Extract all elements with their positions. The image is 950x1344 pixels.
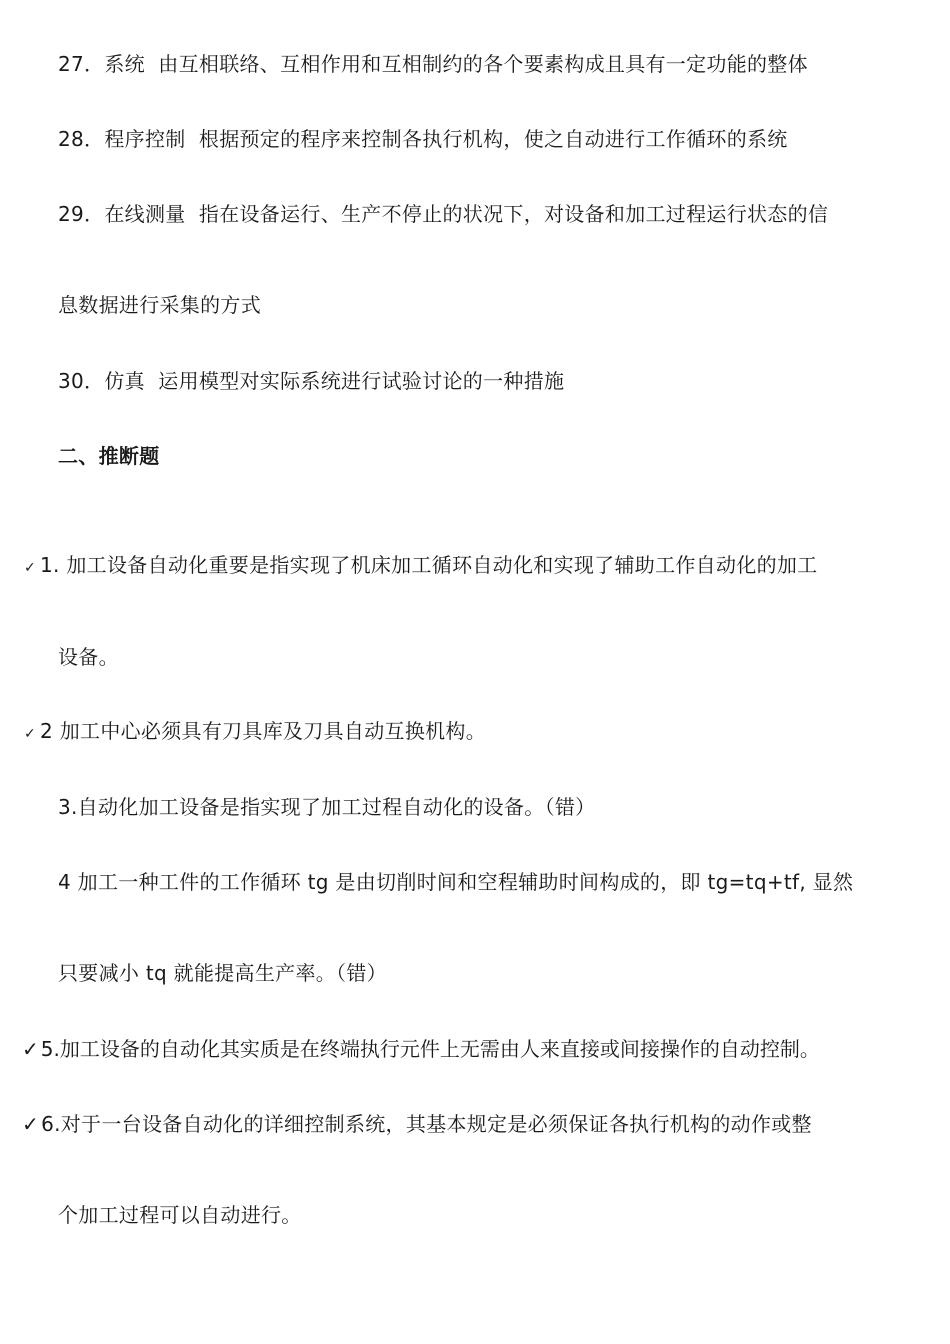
question-text-continued: 设备。: [58, 645, 119, 669]
definition-30: [58, 367, 564, 395]
definition-term: 在线测量: [104, 202, 186, 226]
definition-term: 系统: [104, 52, 145, 76]
definition-term: 程序控制: [104, 127, 186, 151]
question-text: 2 加工中心必须具有刀具库及刀具自动互换机构。: [40, 719, 487, 743]
definition-27: [58, 50, 808, 78]
question-4: [58, 868, 853, 896]
question-text: 1. 加工设备自动化重要是指实现了机床加工循环自动化和实现了辅助工作自动化的加工: [40, 553, 818, 577]
definition-text: 由互相联络、互相作用和互相制约的各个要素构成且具有一定功能的整体: [158, 52, 808, 76]
definition-text: 根据预定的程序来控制各执行机构，使之自动进行工作循环的系统: [198, 127, 788, 151]
definition-number: 30．: [58, 369, 105, 393]
question-5: [22, 1035, 820, 1063]
definition-term: 仿真: [104, 369, 145, 393]
checkmark-icon: ✓: [22, 1112, 40, 1136]
question-2: [24, 717, 486, 748]
question-text-continued: 个加工过程可以自动进行。: [58, 1203, 302, 1227]
definition-28: [58, 125, 788, 153]
definition-number: 29．: [58, 202, 105, 226]
definition-text-continued: 息数据进行采集的方式: [58, 293, 261, 317]
checkmark-icon: ✓: [24, 560, 37, 576]
definition-number: 28．: [58, 127, 105, 151]
question-6: [22, 1110, 812, 1138]
definition-number: 27．: [58, 52, 105, 76]
question-1-continued: [58, 643, 119, 671]
definition-text: 运用模型对实际系统进行试验讨论的一种措施: [158, 369, 565, 393]
question-text: 4 加工一种工件的工作循环 tg 是由切削时间和空程辅助时间构成的，即 tg=tq+tf, 显然: [58, 870, 854, 894]
definition-29: [58, 200, 828, 228]
question-text-continued: 只要减小 tq 就能提高生产率。（错）: [58, 961, 387, 985]
checkmark-icon: ✓: [24, 726, 37, 742]
definition-text: 指在设备运行、生产不停止的状况下，对设备和加工过程运行状态的信: [198, 202, 829, 226]
question-text: 5.加工设备的自动化其实质是在终端执行元件上无需由人来直接或间接操作的自动控制。: [40, 1037, 820, 1061]
section-heading: 二、推断题: [58, 444, 160, 468]
question-text: 6.对于一台设备自动化的详细控制系统，其基本规定是必须保证各执行机构的动作或整: [41, 1112, 812, 1136]
question-6-continued: [58, 1201, 302, 1229]
question-4-continued: [58, 959, 387, 987]
definition-29-continued: [58, 291, 261, 319]
question-text: 3.自动化加工设备是指实现了加工过程自动化的设备。（错）: [58, 795, 596, 819]
question-3: [58, 793, 595, 821]
checkmark-icon: ✓: [22, 1037, 39, 1061]
question-1: [24, 551, 817, 582]
